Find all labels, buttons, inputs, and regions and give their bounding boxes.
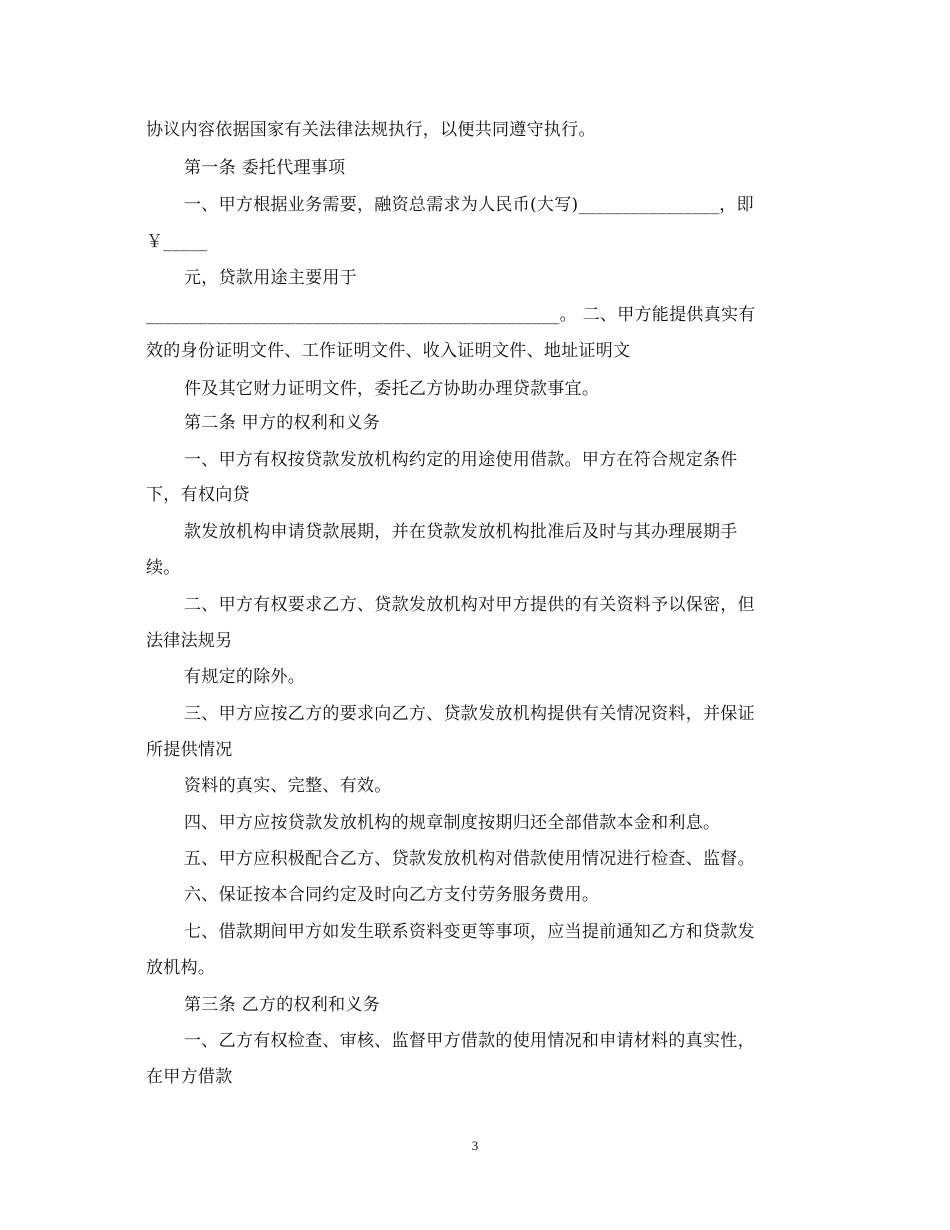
text-line: 放机构。: [146, 958, 216, 978]
text-line: 法律法规另: [146, 631, 233, 651]
text-line: 一、乙方有权检查、审核、监督甲方借款的使用情况和申请材料的真实性，: [184, 1031, 755, 1051]
page-number: 3: [471, 1138, 479, 1153]
text-line: 款发放机构申请贷款展期，并在贷款发放机构批准后及时与其办理展期手: [184, 522, 738, 542]
text-line: 一、甲方根据业务需要，融资总需求为人民币(大写)________________，即: [184, 195, 754, 215]
text-line: 一、甲方有权按贷款发放机构约定的用途使用借款。甲方在符合规定条件: [184, 450, 738, 470]
text-line: 资料的真实、完整、有效。: [184, 776, 392, 796]
text-line: 协议内容依据国家有关法律法规执行，以便共同遵守执行。: [146, 120, 596, 140]
text-line: 四、甲方应按贷款发放机构的规章制度按期归还全部借款本金和利息。: [184, 813, 721, 833]
text-line: 七、借款期间甲方如发生联系资料变更等事项，应当提前通知乙方和贷款发: [184, 922, 755, 942]
text-line: 效的身份证明文件、工作证明文件、收入证明文件、地址证明文: [146, 341, 631, 361]
section-heading: 第三条 乙方的权利和义务: [184, 995, 381, 1015]
text-line: 续。: [146, 558, 181, 578]
text-line: ￥_____: [146, 232, 208, 252]
text-line: 五、甲方应积极配合乙方、贷款发放机构对借款使用情况进行检查、监督。: [184, 849, 755, 869]
text-line: 三、甲方应按乙方的要求向乙方、贷款发放机构提供有关情况资料，并保证: [184, 704, 755, 724]
text-line: 所提供情况: [146, 740, 233, 760]
text-line: 在甲方借款: [146, 1067, 233, 1087]
section-heading: 第一条 委托代理事项: [184, 158, 346, 178]
text-line: 二、甲方有权要求乙方、贷款发放机构对甲方提供的有关资料予以保密，但: [184, 595, 755, 615]
text-line: 件及其它财力证明文件，委托乙方协助办理贷款事宜。: [184, 379, 600, 399]
text-line: 有规定的除外。: [184, 667, 306, 687]
section-heading: 第二条 甲方的权利和义务: [184, 413, 381, 433]
text-line: 六、保证按本合同约定及时向乙方支付劳务服务费用。: [184, 885, 600, 905]
text-line: _______________________________________________。 二、甲方能提供真实有: [146, 305, 756, 325]
text-line: 元，贷款用途主要用于: [184, 268, 357, 288]
text-line: 下，有权向贷: [146, 485, 250, 505]
